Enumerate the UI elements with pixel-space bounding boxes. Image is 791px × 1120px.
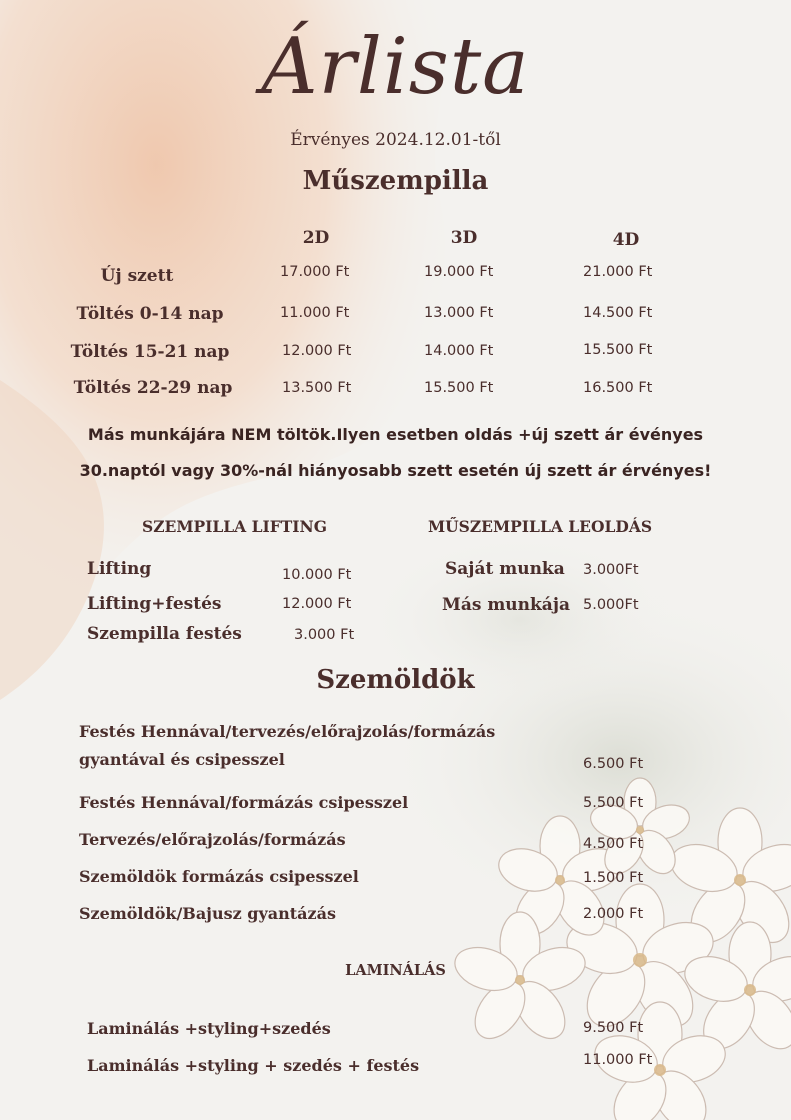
note-line-2: 30.naptól vagy 30%-nál hiányosabb szett esetén új szett ár érvényes! xyxy=(79,461,712,480)
leoldas-heading: MŰSZEMPILLA LEOLDÁS xyxy=(428,517,653,536)
szemoldok-item-2-price: 5.500 Ft xyxy=(583,795,644,811)
row-label-toltes-0-14: Töltés 0-14 nap xyxy=(76,304,224,324)
szemoldok-item-5-label: Szemöldök/Bajusz gyantázás xyxy=(79,904,336,923)
szemoldok-item-1-price: 6.500 Ft xyxy=(583,756,644,772)
row-label-uj-szett: Új szett xyxy=(100,266,174,286)
price-uj-szett-4d: 21.000 Ft xyxy=(583,264,653,280)
price-toltes-15-21-2d: 12.000 Ft xyxy=(282,343,352,359)
price-uj-szett-3d: 19.000 Ft xyxy=(424,264,494,280)
szemoldok-item-1-line-1: Festés Hennával/tervezés/előrajzolás/formázás xyxy=(79,722,496,741)
column-4d: 4D xyxy=(612,230,640,250)
column-3d: 3D xyxy=(450,228,478,248)
price-toltes-0-14-2d: 11.000 Ft xyxy=(280,305,350,321)
price-toltes-22-29-4d: 16.500 Ft xyxy=(583,380,653,396)
validity-date: Érvényes 2024.12.01-től xyxy=(290,130,501,150)
price-toltes-0-14-3d: 13.000 Ft xyxy=(424,305,494,321)
mas-munkaja-price: 5.000Ft xyxy=(583,597,639,613)
page-title: Árlista xyxy=(261,22,530,112)
szemoldok-item-3-price: 4.500 Ft xyxy=(583,836,644,852)
price-toltes-0-14-4d: 14.500 Ft xyxy=(583,305,653,321)
price-toltes-15-21-3d: 14.000 Ft xyxy=(424,343,494,359)
sajat-munka-price: 3.000Ft xyxy=(583,562,639,578)
sajat-munka-label: Saját munka xyxy=(445,559,565,579)
szemoldok-item-1-line-2: gyantával és csipesszel xyxy=(79,750,285,769)
szemoldok-item-3-label: Tervezés/előrajzolás/formázás xyxy=(79,830,346,849)
lifting-item-label: Lifting xyxy=(87,559,152,579)
muszempilla-heading: Műszempilla xyxy=(302,166,489,196)
price-uj-szett-2d: 17.000 Ft xyxy=(280,264,350,280)
szemoldok-item-4-price: 1.500 Ft xyxy=(583,870,644,886)
price-toltes-22-29-2d: 13.500 Ft xyxy=(282,380,352,396)
szempilla-festes-label: Szempilla festés xyxy=(87,624,242,644)
lifting-festes-label: Lifting+festés xyxy=(87,594,222,614)
note-line-1: Más munkájára NEM töltök.Ilyen esetben oldás +új szett ár évényes xyxy=(87,425,704,444)
lifting-heading: SZEMPILLA LIFTING xyxy=(142,517,327,536)
price-toltes-15-21-4d: 15.500 Ft xyxy=(583,342,653,358)
szempilla-festes-price: 3.000 Ft xyxy=(294,627,355,643)
lifting-item-price: 10.000 Ft xyxy=(282,567,352,583)
row-label-toltes-22-29: Töltés 22-29 nap xyxy=(73,378,233,398)
szemoldok-item-2-label: Festés Hennával/formázás csipesszel xyxy=(79,793,409,812)
laminalas-heading: LAMINÁLÁS xyxy=(345,962,446,979)
mas-munkaja-label: Más munkája xyxy=(442,595,570,615)
price-toltes-22-29-3d: 15.500 Ft xyxy=(424,380,494,396)
szemoldok-item-4-label: Szemöldök formázás csipesszel xyxy=(79,867,359,886)
row-label-toltes-15-21: Töltés 15-21 nap xyxy=(70,342,230,362)
laminalas-item-1-price: 9.500 Ft xyxy=(583,1020,644,1036)
laminalas-item-1-label: Laminálás +styling+szedés xyxy=(87,1019,331,1038)
column-2d: 2D xyxy=(302,228,330,248)
szemoldok-item-5-price: 2.000 Ft xyxy=(583,906,644,922)
laminalas-item-2-price: 11.000 Ft xyxy=(583,1052,653,1068)
szemoldok-heading: Szemöldök xyxy=(316,665,475,695)
lifting-festes-price: 12.000 Ft xyxy=(282,596,352,612)
laminalas-item-2-label: Laminálás +styling + szedés + festés xyxy=(87,1056,420,1075)
